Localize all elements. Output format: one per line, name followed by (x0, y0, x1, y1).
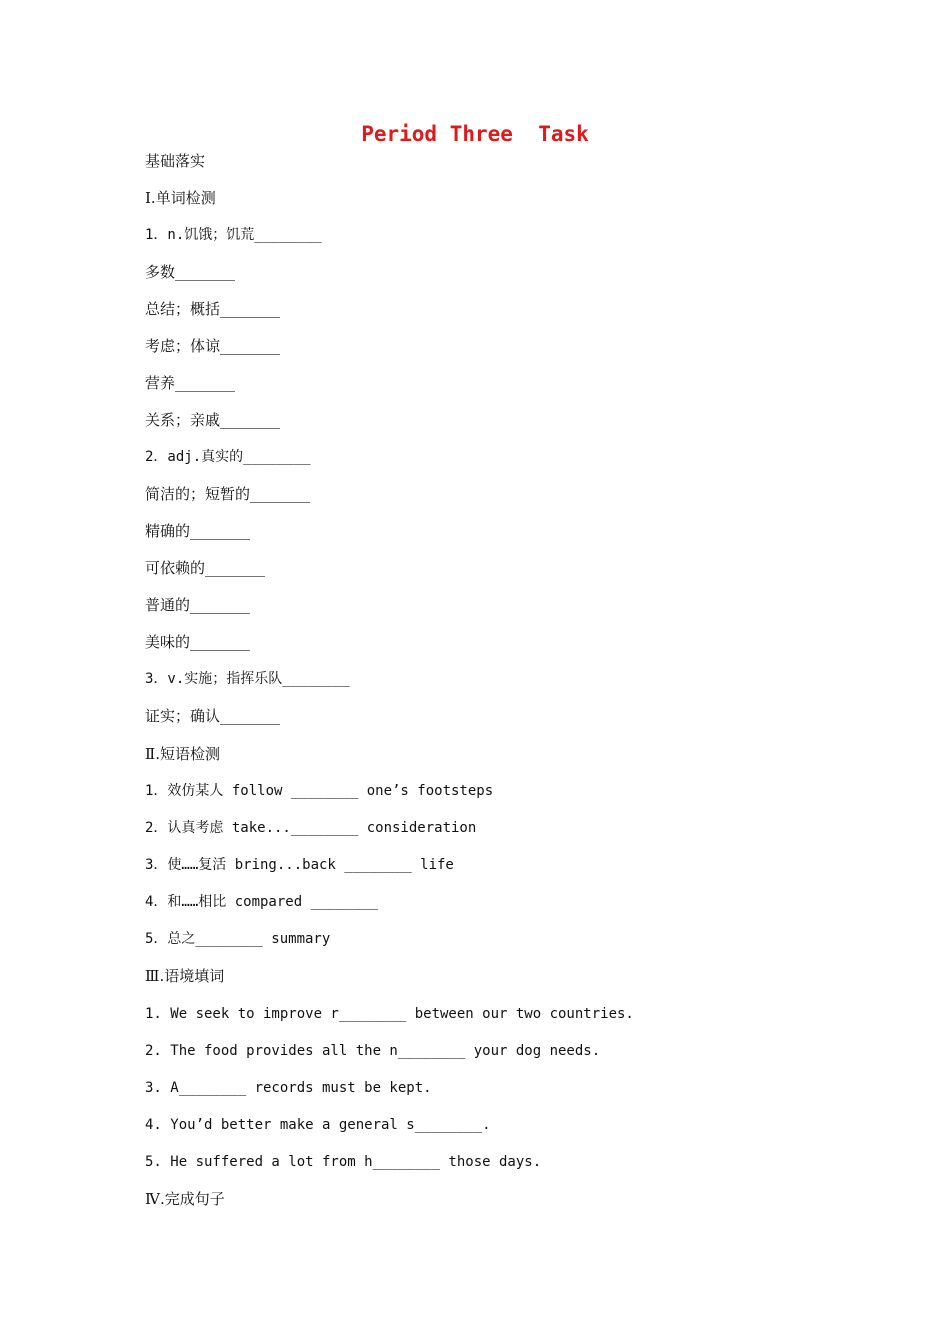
part1-heading: Ⅰ.单词检测 (145, 189, 216, 207)
part4-heading: Ⅳ.完成句子 (145, 1190, 225, 1208)
vocab-item: 考虑；体谅________ (145, 337, 281, 355)
sentence-item: 1. We seek to improve r________ between our two countries. (145, 1006, 634, 1022)
part2-heading: Ⅱ.短语检测 (145, 745, 220, 763)
section-label: 基础落实 (145, 152, 206, 170)
sentence-item: 3. A________ records must be kept. (145, 1080, 432, 1096)
vocab-item: 1．n.饥饿；饥荒________ (145, 227, 322, 243)
page-title: Period Three Task (361, 122, 589, 146)
part3-heading: Ⅲ.语境填词 (145, 967, 225, 985)
vocab-item: 精确的________ (145, 522, 251, 540)
vocab-item: 美味的________ (145, 633, 251, 651)
vocab-item: 营养________ (145, 374, 236, 392)
vocab-item: 可依赖的________ (145, 559, 266, 577)
vocab-item: 2．adj.真实的________ (145, 449, 311, 465)
vocab-item: 普通的________ (145, 596, 251, 614)
vocab-item: 3．v.实施；指挥乐队________ (145, 671, 350, 687)
vocab-item: 多数________ (145, 263, 236, 281)
phrase-item: 2．认真考虑 take...________ consideration (145, 820, 477, 836)
sentence-item: 2. The food provides all the n________ your dog needs. (145, 1043, 601, 1059)
sentence-item: 4. You’d better make a general s________. (145, 1117, 491, 1133)
sentence-item: 5. He suffered a lot from h________ those days. (145, 1154, 542, 1170)
vocab-item: 关系；亲戚________ (145, 411, 281, 429)
vocab-item: 简洁的；短暂的________ (145, 485, 311, 503)
phrase-item: 3．使……复活 bring...back ________ life (145, 857, 454, 873)
vocab-item: 证实；确认________ (145, 707, 281, 725)
phrase-item: 4．和……相比 compared ________ (145, 894, 379, 910)
phrase-item: 5．总之________ summary (145, 931, 331, 947)
phrase-item: 1．效仿某人 follow ________ one’s footsteps (145, 783, 494, 799)
vocab-item: 总结；概括________ (145, 300, 281, 318)
